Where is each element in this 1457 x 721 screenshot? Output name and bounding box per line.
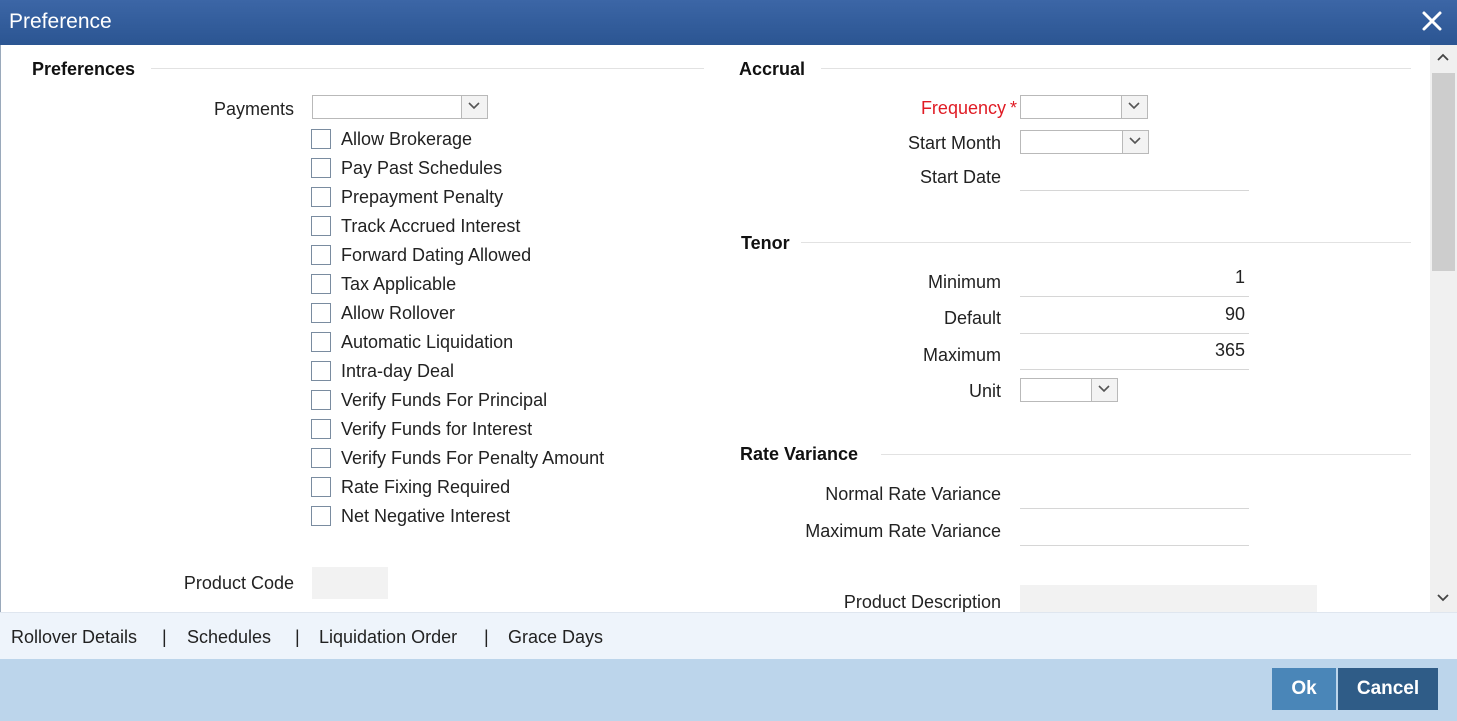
product-description-label: Product Description xyxy=(843,592,1001,612)
tab-rollover-details[interactable]: Rollover Details xyxy=(11,627,138,647)
accrual-divider xyxy=(821,68,1411,69)
checkbox[interactable] xyxy=(311,419,331,439)
checkbox[interactable] xyxy=(311,245,331,265)
preferences-heading: Preferences xyxy=(32,59,136,79)
tenor-unit-label: Unit xyxy=(968,381,1001,401)
frequency-label xyxy=(801,98,1017,119)
checkbox-label: Verify Funds for Interest xyxy=(341,419,533,439)
checkbox[interactable] xyxy=(311,332,331,352)
checkbox[interactable] xyxy=(311,129,331,149)
checkbox-label: Verify Funds For Penalty Amount xyxy=(341,448,605,468)
start-month-label: Start Month xyxy=(907,133,1001,153)
tab-grace-days[interactable]: Grace Days xyxy=(508,627,604,647)
checkbox-label: Net Negative Interest xyxy=(341,506,511,526)
preference-content xyxy=(0,45,1431,612)
tab-separator: | xyxy=(484,627,489,647)
start-date-field[interactable] xyxy=(1020,157,1249,191)
dialog-titlebar xyxy=(0,0,1457,45)
tenor-minimum-field[interactable]: 1 xyxy=(1020,263,1249,297)
tenor-maximum-label: Maximum xyxy=(922,345,1001,365)
checkbox[interactable] xyxy=(311,187,331,207)
checkbox[interactable] xyxy=(311,506,331,526)
checkbox[interactable] xyxy=(311,361,331,381)
checkbox-label: Allow Brokerage xyxy=(341,129,473,149)
checkbox[interactable] xyxy=(311,158,331,178)
tenor-divider xyxy=(801,242,1411,243)
checkbox[interactable] xyxy=(311,274,331,294)
cancel-button[interactable]: Cancel xyxy=(1338,668,1438,710)
tenor-default-label: Default xyxy=(943,308,1001,328)
rate-variance-divider xyxy=(881,454,1411,455)
ok-button[interactable]: Ok xyxy=(1272,668,1336,710)
chevron-up-icon[interactable] xyxy=(1430,45,1457,71)
payments-select[interactable] xyxy=(312,95,488,119)
checkbox-label: Automatic Liquidation xyxy=(341,332,514,352)
product-description-field[interactable] xyxy=(1020,585,1317,612)
tenor-maximum-field[interactable]: 365 xyxy=(1020,336,1249,370)
normal-rate-variance-field[interactable] xyxy=(1020,475,1249,509)
sub-screen-tabs xyxy=(0,612,1457,660)
start-month-select[interactable] xyxy=(1020,130,1149,154)
maximum-rate-variance-field[interactable] xyxy=(1020,512,1249,546)
accrual-heading: Accrual xyxy=(739,59,806,79)
checkbox[interactable] xyxy=(311,477,331,497)
checkbox-label: Tax Applicable xyxy=(341,274,457,294)
tenor-minimum-label: Minimum xyxy=(927,272,1001,292)
tenor-heading: Tenor xyxy=(741,233,790,253)
dialog-footer xyxy=(0,659,1457,721)
scrollbar-thumb[interactable] xyxy=(1432,73,1455,271)
checkbox[interactable] xyxy=(311,216,331,236)
frequency-label-text: Frequency xyxy=(920,98,1006,118)
checkbox-label: Forward Dating Allowed xyxy=(341,245,532,265)
chevron-down-icon[interactable] xyxy=(1121,96,1147,118)
frequency-select[interactable] xyxy=(1020,95,1148,119)
checkbox-label: Intra-day Deal xyxy=(341,361,455,381)
rate-variance-heading: Rate Variance xyxy=(740,444,859,464)
checkbox-label: Pay Past Schedules xyxy=(341,158,503,178)
vertical-scrollbar[interactable] xyxy=(1430,45,1457,612)
chevron-down-icon[interactable] xyxy=(1430,586,1457,612)
chevron-down-icon[interactable] xyxy=(1122,131,1148,153)
start-date-label: Start Date xyxy=(919,167,1001,187)
required-marker: * xyxy=(1009,98,1017,118)
chevron-down-icon[interactable] xyxy=(1091,379,1117,401)
tab-separator: | xyxy=(295,627,300,647)
checkbox[interactable] xyxy=(311,448,331,468)
checkbox[interactable] xyxy=(311,390,331,410)
dialog-title: Preference xyxy=(9,10,112,33)
tenor-default-field[interactable]: 90 xyxy=(1020,300,1249,334)
tab-separator: | xyxy=(162,627,167,647)
product-code-label: Product Code xyxy=(183,573,294,593)
tenor-unit-select[interactable] xyxy=(1020,378,1118,402)
tab-schedules[interactable]: Schedules xyxy=(187,627,272,647)
checkbox-label: Rate Fixing Required xyxy=(341,477,511,497)
preferences-divider xyxy=(151,68,704,69)
product-code-field[interactable] xyxy=(312,567,388,599)
tab-liquidation-order[interactable]: Liquidation Order xyxy=(319,627,458,647)
checkbox-label: Verify Funds For Principal xyxy=(341,390,548,410)
close-icon[interactable] xyxy=(1419,8,1445,34)
maximum-rate-variance-label: Maximum Rate Variance xyxy=(805,521,1001,541)
payments-label: Payments xyxy=(213,99,294,119)
checkbox-label: Track Accrued Interest xyxy=(341,216,521,236)
normal-rate-variance-label: Normal Rate Variance xyxy=(825,484,1001,504)
checkbox-label: Allow Rollover xyxy=(341,303,456,323)
checkbox-label: Prepayment Penalty xyxy=(341,187,504,207)
checkbox[interactable] xyxy=(311,303,331,323)
chevron-down-icon[interactable] xyxy=(461,96,487,118)
